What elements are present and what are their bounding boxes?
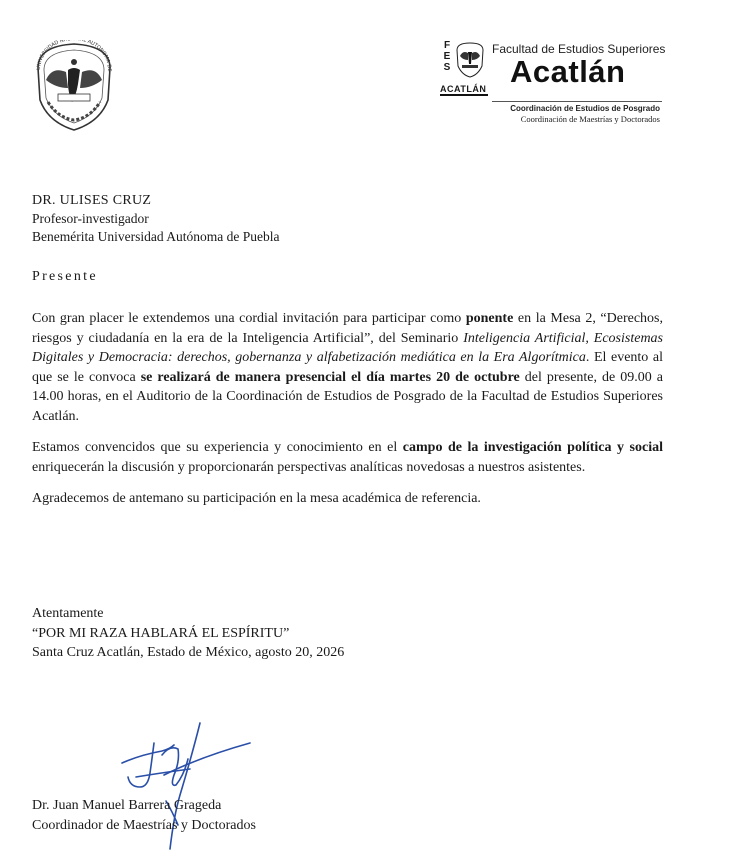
campus-name: Acatlán bbox=[510, 54, 626, 89]
faculty-name: Facultad de Estudios Superiores bbox=[492, 42, 666, 56]
addressee-name: DR. ULISES CRUZ bbox=[32, 193, 152, 208]
paragraph-invitation: Con gran placer le extendemos una cordial invitación para participar como ponente en la Mesa 2, “Derechos, riesgos y ciudadanía en la era de la Inteligencia Artificial”, del Seminario Inteligencia Artificial, Ecosistemas Digitales y Democracia: derechos, gobernanza y alfabetización mediática en la Era Algorítmica. El evento al que se le convoca se realizará de manera presencial el día martes 20 de octubre del presente, de 09.00 a 14.00 horas, en el Auditorio de la Coordinación de Estudios de Posgrado de la Facultad de Estudios Superiores Acatlán. bbox=[32, 311, 663, 424]
motto: “POR MI RAZA HABLARÁ EL ESPÍRITU” bbox=[32, 625, 290, 641]
addressee-institution: Benemérita Universidad Autónoma de Puebla bbox=[32, 229, 280, 244]
valediction: Atentamente bbox=[32, 606, 104, 621]
fes-letters: F E S bbox=[443, 40, 451, 73]
fes-small-name: ACATLÁN bbox=[440, 84, 487, 94]
event-date-highlight: se realizará de manera presencial el día martes 20 de octubre bbox=[140, 369, 520, 385]
unam-seal-logo bbox=[30, 40, 118, 132]
field-highlight: campo de la investigación política y social bbox=[402, 440, 663, 455]
seal-arc-text: UNIVERSIDAD N L AUTONOMA DE bbox=[35, 40, 113, 72]
addressee-title: Profesor-investigador bbox=[32, 211, 149, 226]
signer-block bbox=[32, 796, 256, 836]
closing-block bbox=[32, 604, 344, 663]
fes-acatlan-letterhead bbox=[440, 40, 720, 130]
coordination-name: Coordinación de Estudios de Posgrado bbox=[510, 104, 660, 113]
role-highlight: ponente bbox=[465, 311, 514, 326]
sub-coordination-name: Coordinación de Maestrías y Doctorados bbox=[520, 114, 660, 124]
addressee-block bbox=[32, 192, 279, 246]
letter-body bbox=[32, 309, 663, 521]
header-rule bbox=[492, 101, 662, 102]
signer-role: Coordinador de Maestrías y Doctorados bbox=[32, 818, 256, 833]
paragraph-thanks: Agradecemos de antemano su participación en la mesa académica de referencia. bbox=[32, 491, 481, 506]
signer-name: Dr. Juan Manuel Barrera Grageda bbox=[32, 798, 222, 813]
paragraph-expertise: Estamos convencidos que su experiencia y conocimiento en el campo de la investigación política y social enriquecerán la discusión y proporcionarán perspectivas analíticas novedosas a nuestros asistentes. bbox=[32, 440, 663, 475]
fes-underline bbox=[440, 94, 488, 96]
seminar-title: Inteligencia Artificial, Ecosistemas Digitales y Democracia: derechos, gobernanza y alfabetización mediática en la Era Algorítmica bbox=[32, 330, 663, 365]
salutation: Presente bbox=[32, 269, 98, 284]
place-date: Santa Cruz Acatlán, Estado de México, agosto 20, 2026 bbox=[32, 645, 345, 660]
fes-seal-icon bbox=[454, 42, 486, 78]
